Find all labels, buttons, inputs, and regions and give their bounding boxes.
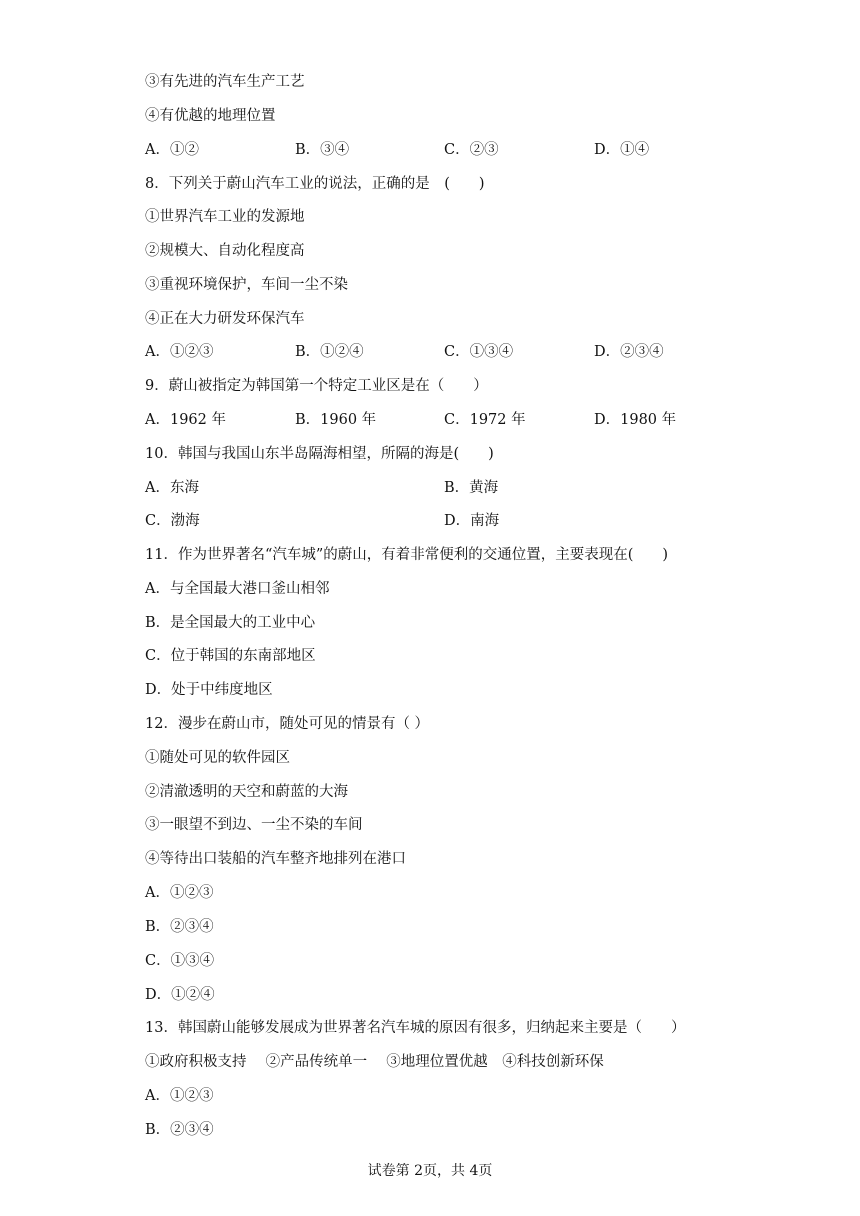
q8-stem: 8．下列关于蔚山汽车工业的说法，正确的是 ( ) (145, 176, 485, 192)
q10-option-a: A．东海 (145, 480, 199, 496)
q7-option-a: A．①② (145, 142, 199, 158)
q8-item-4: ④正在大力研发环保汽车 (145, 311, 305, 327)
q9-option-c: C．1972 年 (444, 412, 526, 428)
q12-item-2: ②清澈透明的天空和蔚蓝的大海 (145, 784, 348, 800)
q9-option-d: D．1980 年 (594, 412, 677, 428)
q11-option-b: B．是全国最大的工业中心 (145, 615, 316, 631)
q9-option-a: A．1962 年 (145, 412, 226, 428)
q8-option-c: C．①③④ (444, 344, 514, 360)
q8-option-d: D．②③④ (594, 344, 664, 360)
q7-item-4: ④有优越的地理位置 (145, 108, 276, 124)
q12-stem: 12．漫步在蔚山市，随处可见的情景有（ ） (145, 716, 430, 732)
q13-stem: 13．韩国蔚山能够发展成为世界著名汽车城的原因有很多，归纳起来主要是（ ） (145, 1020, 686, 1036)
q8-option-a: A．①②③ (145, 344, 214, 360)
q8-item-3: ③重视环境保护，车间一尘不染 (145, 277, 348, 293)
q13-items: ①政府积极支持 ②产品传统单一 ③地理位置优越 ④科技创新环保 (145, 1054, 604, 1070)
q12-option-d: D．①②④ (145, 987, 215, 1003)
q8-option-b: B．①②④ (295, 344, 364, 360)
q9-option-b: B．1960 年 (295, 412, 377, 428)
q11-option-d: D．处于中纬度地区 (145, 682, 273, 698)
q13-option-b: B．②③④ (145, 1122, 214, 1138)
q12-option-b: B．②③④ (145, 919, 214, 935)
q7-option-b: B．③④ (295, 142, 350, 158)
q12-option-a: A．①②③ (145, 885, 214, 901)
q10-option-b: B．黄海 (444, 480, 499, 496)
q12-item-1: ①随处可见的软件园区 (145, 750, 290, 766)
q10-option-d: D．南海 (444, 513, 500, 529)
q12-item-3: ③一眼望不到边、一尘不染的车间 (145, 817, 363, 833)
q12-option-c: C．①③④ (145, 953, 215, 969)
q11-option-c: C．位于韩国的东南部地区 (145, 648, 316, 664)
q7-option-d: D．①④ (594, 142, 650, 158)
q12-item-4: ④等待出口装船的汽车整齐地排列在港口 (145, 851, 406, 867)
q13-option-a: A．①②③ (145, 1088, 214, 1104)
q8-item-2: ②规模大、自动化程度高 (145, 243, 305, 259)
q10-stem: 10．韩国与我国山东半岛隔海相望，所隔的海是( ) (145, 446, 494, 462)
q11-option-a: A．与全国最大港口釜山相邻 (145, 581, 330, 597)
q10-option-c: C．渤海 (145, 513, 200, 529)
page-footer: 试卷第 2页，共 4页 (367, 1163, 493, 1179)
q9-stem: 9．蔚山被指定为韩国第一个特定工业区是在（ ） (145, 378, 488, 394)
q11-stem: 11．作为世界著名“汽车城”的蔚山，有着非常便利的交通位置，主要表现在( ) (145, 547, 669, 563)
q7-item-3: ③有先进的汽车生产工艺 (145, 74, 305, 90)
q8-item-1: ①世界汽车工业的发源地 (145, 209, 305, 225)
q7-option-c: C．②③ (444, 142, 499, 158)
